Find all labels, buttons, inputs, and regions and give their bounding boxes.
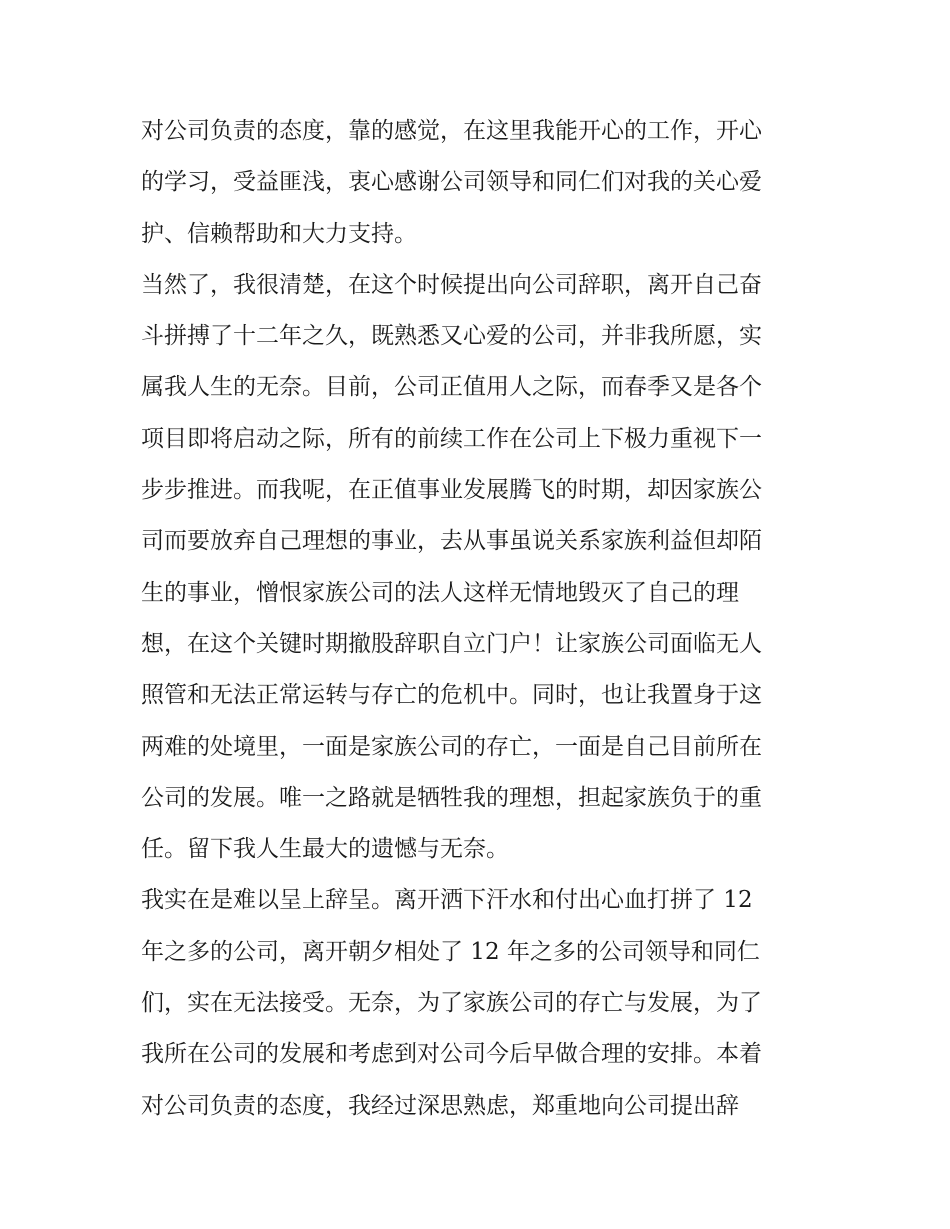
- text-line: 年之多的公司，离开朝夕相处了 12 年之多的公司领导和同仁: [141, 938, 760, 965]
- text-line: 步步推进。而我呢，在正值事业发展腾飞的时期，却因家族公: [141, 477, 762, 504]
- text-line: 护、信赖帮助和大力支持。: [141, 220, 417, 247]
- text-line: 两难的处境里，一面是家族公司的存亡，一面是自己目前所在: [141, 733, 762, 760]
- text-line: 当然了，我很清楚，在这个时候提出向公司辞职，离开自己奋: [141, 271, 762, 298]
- body-text: [141, 106, 821, 1132]
- text-line: 对公司负责的态度，我经过深思熟虑，郑重地向公司提出辞: [141, 1092, 739, 1119]
- text-line: 照管和无法正常运转与存亡的危机中。同时，也让我置身于这: [141, 682, 762, 709]
- text-line: 生的事业，憎恨家族公司的法人这样无情地毁灭了自己的理: [141, 579, 739, 606]
- text-line: 我所在公司的发展和考虑到对公司今后早做合理的安排。本着: [141, 1041, 762, 1068]
- text-line: 我实在是难以呈上辞呈。离开洒下汗水和付出心血打拼了 12: [141, 887, 753, 914]
- text-line: 任。留下我人生最大的遗憾与无奈。: [141, 836, 509, 863]
- text-line: 属我人生的无奈。目前，公司正值用人之际，而春季又是各个: [141, 374, 762, 401]
- text-line: 们，实在无法接受。无奈，为了家族公司的存亡与发展，为了: [141, 990, 762, 1017]
- text-line: 斗拼搏了十二年之久，既熟悉又心爱的公司，并非我所愿，实: [141, 323, 762, 350]
- text-line: 的学习，受益匪浅，衷心感谢公司领导和同仁们对我的关心爱: [141, 169, 762, 196]
- text-line: 对公司负责的态度，靠的感觉，在这里我能开心的工作，开心: [141, 118, 762, 144]
- text-line: 司而要放弃自己理想的事业，去从事虽说关系家族利益但却陌: [141, 528, 762, 555]
- text-line: 想，在这个关键时期撤股辞职自立门户！让家族公司面临无人: [141, 630, 762, 657]
- text-line: 项目即将启动之际，所有的前续工作在公司上下极力重视下一: [141, 425, 762, 452]
- text-line: 公司的发展。唯一之路就是牺牲我的理想，担起家族负于的重: [141, 784, 762, 811]
